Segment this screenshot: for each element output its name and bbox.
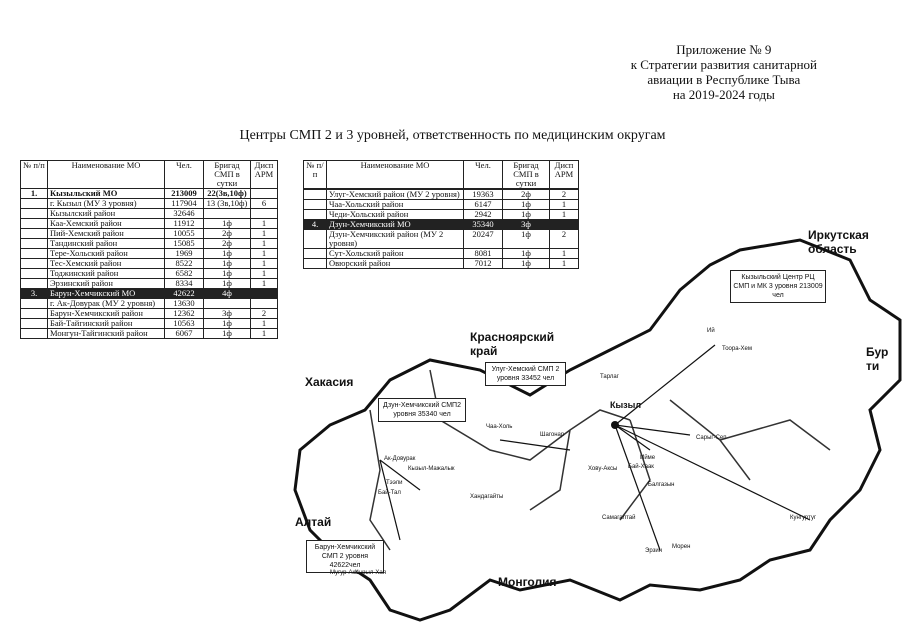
table-row <box>21 239 278 249</box>
cell-brigades: 1ф <box>503 249 550 259</box>
col-disp: Дисп АРМ <box>550 161 579 189</box>
town-moren: Морен <box>672 544 691 550</box>
cell-brigades: 2ф <box>503 190 550 200</box>
cell-brigades: 2ф <box>204 239 251 249</box>
town-kyzyl-khaya: Кызыл-Хая <box>355 570 386 576</box>
cell-people: 42622 <box>165 289 204 299</box>
cell-disp: 2 <box>550 230 579 249</box>
cell-name: Дзун-Хемчикский район (МУ 2 уровня) <box>327 230 464 249</box>
town-samagaltai: Самагалтай <box>602 515 636 521</box>
region-altai: Алтай <box>295 515 332 529</box>
cell-num <box>21 239 48 249</box>
col-name: Наименование МО <box>48 161 165 189</box>
col-brigades: Бригад СМП в сутки <box>503 161 550 189</box>
cell-disp: 6 <box>251 199 278 209</box>
cell-name: Улуг-Хемский район (МУ 2 уровня) <box>327 190 464 200</box>
arrow-1 <box>615 345 715 425</box>
cell-disp: 1 <box>251 239 278 249</box>
right-table-header-row <box>304 161 579 189</box>
cell-brigades: 1ф <box>503 210 550 220</box>
cell-disp: 1 <box>251 219 278 229</box>
cell-num <box>21 319 48 329</box>
town-toora-khem: Тоора-Хем <box>722 346 753 352</box>
cell-disp: 1 <box>251 319 278 329</box>
town-iyme: Ийме <box>640 455 656 461</box>
town-balgazyn: Балгазын <box>648 482 675 488</box>
cell-name: г. Ак-Довурак (МУ 2 уровня) <box>48 299 165 309</box>
cell-brigades <box>204 299 251 309</box>
cell-name: Барун-Хемчикский район <box>48 309 165 319</box>
cell-people: 6147 <box>464 200 503 210</box>
cell-disp: 1 <box>550 210 579 220</box>
header-line-4: на 2019-2024 годы <box>672 87 775 102</box>
cell-name: Овюрский район <box>327 259 464 269</box>
cell-num <box>21 279 48 289</box>
cell-brigades: 1ф <box>204 249 251 259</box>
cell-disp: 1 <box>251 249 278 259</box>
cell-brigades: 3ф <box>204 309 251 319</box>
cell-name: Кызыльский МО <box>48 189 165 199</box>
cell-name: Эрзинский район <box>48 279 165 289</box>
cell-brigades: 1ф <box>503 230 550 249</box>
cell-brigades: 3ф <box>503 220 550 230</box>
header-line-1: Приложение № 9 <box>676 42 772 57</box>
cell-brigades: 2ф <box>204 229 251 239</box>
col-people: Чел. <box>165 161 204 189</box>
table-row <box>21 289 278 299</box>
region-krasnoyarsk: Красноярский край <box>470 330 555 358</box>
cell-num <box>304 210 327 220</box>
cell-name: Тере-Хольский район <box>48 249 165 259</box>
cell-people: 8081 <box>464 249 503 259</box>
cell-brigades: 1ф <box>204 319 251 329</box>
cell-disp: 1 <box>550 259 579 269</box>
cell-people: 1969 <box>165 249 204 259</box>
cell-disp: 1 <box>251 259 278 269</box>
town-bai-khaak: Бай-Хаак <box>628 464 654 470</box>
cell-name: Барун-Хемчикский МО <box>48 289 165 299</box>
table-row <box>21 319 278 329</box>
table-row <box>21 329 278 339</box>
cell-disp <box>251 189 278 199</box>
left-table-header-row <box>21 161 278 189</box>
cell-brigades: 1ф <box>204 279 251 289</box>
cell-brigades: 22(3в,10ф) <box>204 189 251 199</box>
cell-people: 11912 <box>165 219 204 229</box>
town-mugur-aksy: Мугур-Аксы <box>330 570 363 576</box>
cell-people: 13630 <box>165 299 204 309</box>
kyzyl-center-box: Кызыльский Центр РЦ СМП и МК 3 уровня 213009 чел <box>730 270 826 303</box>
cell-disp: 2 <box>550 190 579 200</box>
cell-num: 4. <box>304 220 327 230</box>
cell-num: 3. <box>21 289 48 299</box>
document-title: Центры СМП 2 и 3 уровней, ответственность по медицинским округам <box>239 128 666 143</box>
cell-disp: 1 <box>550 200 579 210</box>
town-kyzyl-mazhalyk: Кызыл-Мажалык <box>408 466 455 472</box>
cell-people: 7012 <box>464 259 503 269</box>
cell-disp: 1 <box>251 329 278 339</box>
cell-people: 35340 <box>464 220 503 230</box>
cell-brigades: 1ф <box>204 259 251 269</box>
cell-people: 10563 <box>165 319 204 329</box>
cell-people: 117904 <box>165 199 204 209</box>
table-row <box>304 190 579 200</box>
left-table <box>20 160 278 339</box>
town-teeli: Тээли <box>386 480 403 486</box>
cell-num <box>21 219 48 229</box>
cell-name: Кызылский район <box>48 209 165 219</box>
cell-disp: 1 <box>550 249 579 259</box>
town-kyzyl: Кызыл <box>610 400 642 410</box>
cell-num: 1. <box>21 189 48 199</box>
col-disp: Дисп АРМ <box>251 161 278 189</box>
region-mongolia: Монголия <box>498 575 557 589</box>
cell-num <box>21 309 48 319</box>
cell-people: 32646 <box>165 209 204 219</box>
col-num: № п/п <box>304 161 327 189</box>
header-line-3: авиации в Республике Тыва <box>647 72 801 87</box>
cell-brigades: 1ф <box>204 329 251 339</box>
town-kungurtug: Кунгуртуг <box>790 515 817 521</box>
cell-name: Каа-Хемский район <box>48 219 165 229</box>
town-erzin: Эрзин <box>645 548 662 554</box>
town-khovu-aksy: Хову-Аксы <box>588 466 618 472</box>
town-khandagaity: Хандагайты <box>470 494 504 500</box>
cell-people: 12362 <box>165 309 204 319</box>
table-row <box>21 259 278 269</box>
cell-people: 213009 <box>165 189 204 199</box>
header-line-2: к Стратегии развития санитарной <box>630 57 817 72</box>
col-brigades: Бригад СМП в сутки <box>204 161 251 189</box>
cell-disp <box>251 209 278 219</box>
cell-people: 15085 <box>165 239 204 249</box>
cell-name: Дзун-Хемчикский МО <box>327 220 464 230</box>
cell-name: Чеди-Хольский район <box>327 210 464 220</box>
arrow-6 <box>500 440 570 450</box>
cell-people: 20247 <box>464 230 503 249</box>
region-buryatia: Бур ти <box>866 345 889 373</box>
cell-num <box>21 259 48 269</box>
town-saryg-sep: Сарыг-Сеп <box>696 435 727 441</box>
cell-brigades: 1ф <box>204 269 251 279</box>
table-row <box>21 219 278 229</box>
cell-name: г. Кызыл (МУ 3 уровня) <box>48 199 165 209</box>
barun-khemchik-box: Барун-Хемчикский СМП 2 уровня 42622чел <box>306 540 384 573</box>
cell-brigades: 1ф <box>503 259 550 269</box>
ulug-khem-box: Улуг-Хемский СМП 2 уровня 33452 чел <box>485 362 566 386</box>
cell-name: Монгун-Тайгинский район <box>48 329 165 339</box>
table-row <box>304 200 579 210</box>
cell-name: Тандинский район <box>48 239 165 249</box>
town-iy: Ий <box>707 328 715 334</box>
town-shagonar: Шагонар <box>540 432 565 438</box>
cell-name: Тес-Хемский район <box>48 259 165 269</box>
town-tarlag: Тарлаг <box>600 374 619 380</box>
cell-name: Тоджинский район <box>48 269 165 279</box>
cell-name: Сут-Хольский район <box>327 249 464 259</box>
dzun-khemchik-box: Дзун-Хемчикский СМП2 уровня 35340 чел <box>378 398 466 422</box>
cell-disp: 2 <box>251 309 278 319</box>
cell-num <box>21 299 48 309</box>
table-row <box>21 299 278 309</box>
district-lines <box>370 370 830 550</box>
cell-num <box>304 200 327 210</box>
cell-name: Пий-Хемский район <box>48 229 165 239</box>
col-name: Наименование МО <box>327 161 464 189</box>
cell-num <box>21 269 48 279</box>
appendix-header <box>631 42 817 102</box>
cell-num <box>21 209 48 219</box>
cell-people: 6582 <box>165 269 204 279</box>
col-num: № п/п <box>21 161 48 189</box>
town-ak-dovurak: Ак-Довурак <box>384 456 416 462</box>
cell-people: 19363 <box>464 190 503 200</box>
town-chaa-khol: Чаа-Холь <box>486 424 513 430</box>
col-people: Чел. <box>464 161 503 189</box>
cell-num <box>21 229 48 239</box>
cell-disp: 1 <box>251 269 278 279</box>
cell-people: 6067 <box>165 329 204 339</box>
table-row <box>21 269 278 279</box>
cell-num <box>304 190 327 200</box>
region-khakassia: Хакасия <box>305 375 354 389</box>
cell-brigades <box>204 209 251 219</box>
kyzyl-marker <box>611 421 619 429</box>
cell-brigades: 13 (3в,10ф) <box>204 199 251 209</box>
table-row <box>21 249 278 259</box>
table-row <box>21 309 278 319</box>
region-irkutsk: Иркутская область <box>808 228 869 256</box>
cell-num <box>21 199 48 209</box>
table-row <box>21 199 278 209</box>
cell-brigades: 1ф <box>503 200 550 210</box>
table-row <box>304 210 579 220</box>
table-row <box>21 189 278 199</box>
cell-people: 8334 <box>165 279 204 289</box>
cell-name: Чаа-Хольский район <box>327 200 464 210</box>
cell-num <box>21 329 48 339</box>
cell-people: 2942 <box>464 210 503 220</box>
table-row <box>21 279 278 289</box>
cell-people: 8522 <box>165 259 204 269</box>
cell-name: Бай-Тайгинский район <box>48 319 165 329</box>
cell-disp: 1 <box>251 229 278 239</box>
cell-disp: 1 <box>251 279 278 289</box>
cell-people: 10055 <box>165 229 204 239</box>
cell-num <box>21 249 48 259</box>
table-row <box>21 209 278 219</box>
cell-brigades: 1ф <box>204 219 251 229</box>
cell-brigades: 4ф <box>204 289 251 299</box>
town-bai-tal: Бай-Тал <box>378 490 401 496</box>
table-row <box>21 229 278 239</box>
